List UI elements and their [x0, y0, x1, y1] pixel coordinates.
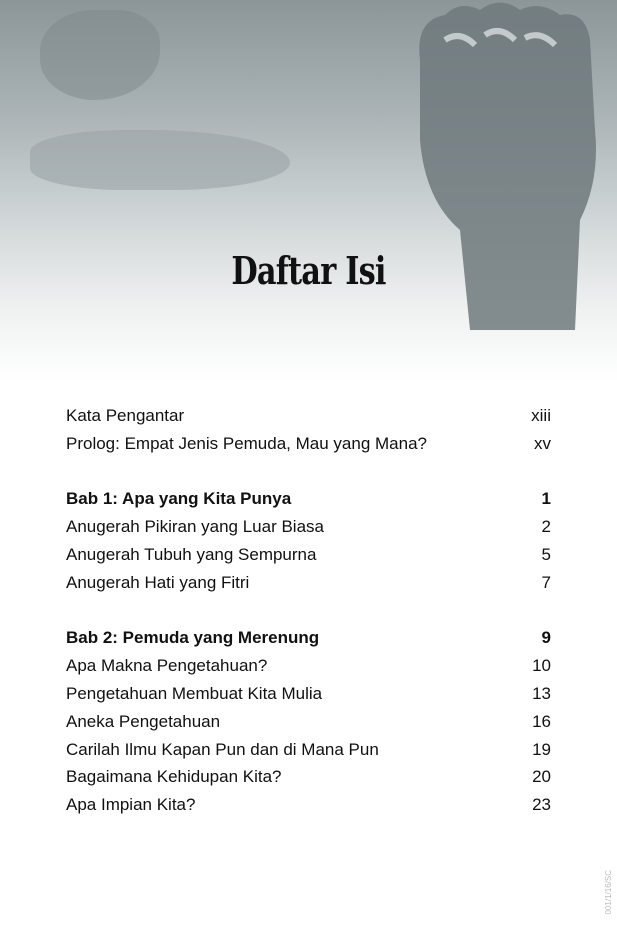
toc-entry-page: 20 — [532, 767, 551, 787]
toc-entry-label: Anugerah Pikiran yang Luar Biasa — [66, 517, 324, 537]
toc-entry-page: 16 — [532, 711, 551, 731]
toc-entry-page: 1 — [541, 489, 551, 509]
toc-entry-page: 10 — [532, 656, 551, 676]
table-of-contents — [66, 402, 551, 819]
toc-entry-label: Pengetahuan Membuat Kita Mulia — [66, 683, 323, 703]
toc-entry-label: Kata Pengantar — [66, 406, 185, 425]
toc-entry — [66, 652, 551, 680]
print-code: 001/1/16/SC — [604, 869, 613, 914]
toc-entry-page: 2 — [541, 517, 551, 537]
toc-chapter-entry — [66, 624, 551, 652]
toc-entry-label: Bab 2: Pemuda yang Merenung — [66, 628, 320, 648]
toc-entry — [66, 513, 551, 541]
toc-entry-page: xv — [534, 433, 551, 453]
map-silhouette — [30, 130, 290, 190]
toc-entry-page: 5 — [541, 544, 551, 564]
toc-entry — [66, 680, 551, 708]
toc-entry-label: Prolog: Empat Jenis Pemuda, Mau yang Mana? — [66, 433, 427, 453]
section-gap — [66, 597, 551, 625]
toc-entry — [66, 430, 551, 458]
header-illustration — [0, 0, 617, 380]
map-silhouette — [40, 10, 160, 100]
toc-entry-page: 13 — [532, 683, 551, 703]
toc-entry-page: xiii — [531, 406, 551, 425]
toc-entry-label: Apa Makna Pengetahuan? — [66, 656, 268, 676]
toc-entry — [66, 402, 551, 430]
toc-entry-page: 7 — [541, 572, 551, 592]
toc-entry-label: Anugerah Hati yang Fitri — [66, 572, 250, 592]
toc-entry-label: Bab 1: Apa yang Kita Punya — [66, 489, 292, 509]
toc-entry-label: Bagaimana Kehidupan Kita? — [66, 767, 282, 787]
toc-entry — [66, 736, 551, 764]
toc-entry-label: Aneka Pengetahuan — [66, 711, 221, 731]
toc-entry — [66, 708, 551, 736]
section-gap — [66, 458, 551, 486]
toc-entry — [66, 763, 551, 791]
page-title: Daftar Isi — [231, 248, 386, 293]
toc-entry — [66, 569, 551, 597]
toc-chapter-entry — [66, 485, 551, 513]
toc-entry-label: Anugerah Tubuh yang Sempurna — [66, 544, 317, 564]
toc-entry-label: Apa Impian Kita? — [66, 795, 196, 815]
toc-entry — [66, 541, 551, 569]
toc-entry-page: 9 — [541, 628, 551, 648]
toc-entry-page: 23 — [532, 795, 551, 815]
toc-entry — [66, 791, 551, 819]
toc-entry-page: 19 — [532, 739, 551, 759]
toc-entry-label: Carilah Ilmu Kapan Pun dan di Mana Pun — [66, 739, 379, 759]
